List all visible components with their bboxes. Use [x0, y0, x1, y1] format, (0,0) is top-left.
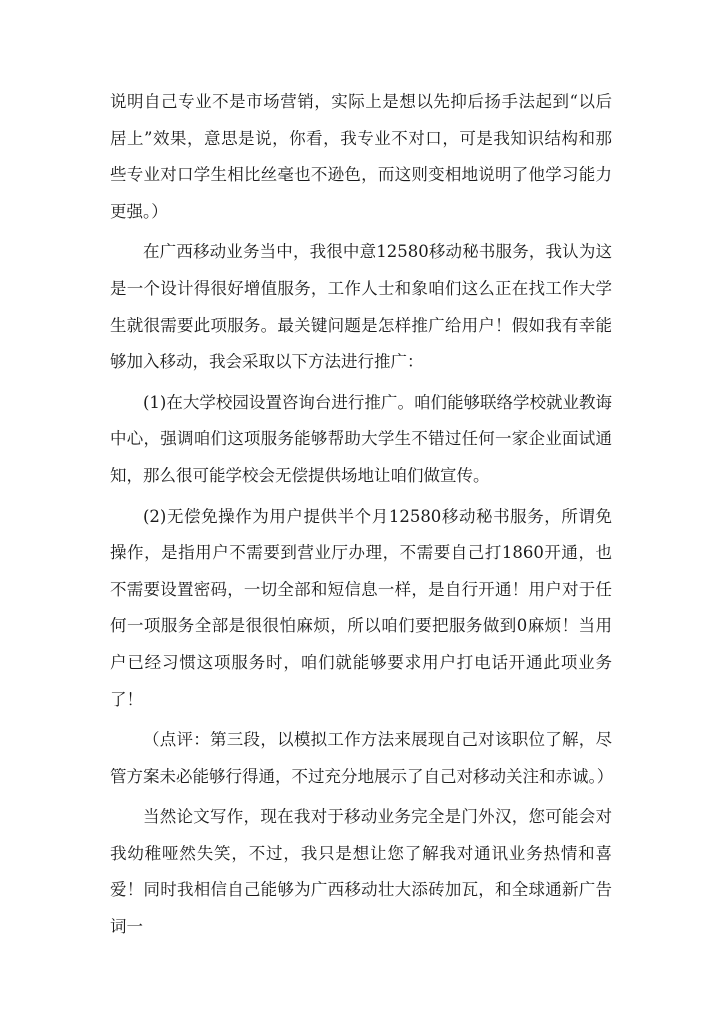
paragraph-4: (2)无偿免操作为用户提供半个月12580移动秘书服务，所谓免操作，是指用户不需要到营业厅办理，不需要自己打1860开通，也不需要设置密码，一切全部和短信息一样，是自行开通！用户对于任何一项服务全部是很很怕麻烦，所以咱们要把服务做到0麻烦！当用户已经习惯这项服务时，咱们就能够要求用户打电话开通此项业务了！ — [110, 506, 612, 709]
document-body — [110, 84, 612, 950]
paragraph-3: (1)在大学校园设置咨询台进行推广。咱们能够联络学校就业教诲中心，强调咱们这项服务能够帮助大学生不错过任何一家企业面试通知，那么很可能学校会无偿提供场地让咱们做宣传。 — [110, 392, 612, 485]
paragraph-1: 说明自己专业不是市场营销，实际上是想以先抑后扬手法起到“以后居上”效果，意思是说，你看，我专业不对口，可是我知识结构和那些专业对口学生相比丝毫也不逊色，而这则变相地说明了他学习能力更强。） — [110, 92, 612, 221]
paragraph-6: 当然论文写作，现在我对于移动业务完全是门外汉，您可能会对我幼稚哑然失笑，不过，我只是想让您了解我对通讯业务热情和喜爱！同时我相信自己能够为广西移动壮大添砖加瓦，和全球通新广告词一 — [110, 807, 612, 937]
paragraph-2: 在广西移动业务当中，我很中意12580移动秘书服务，我认为这是一个设计得很好增值服务，工作人士和象咱们这么正在找工作大学生就很需要此项服务。最关键问题是怎样推广给用户！假如我有幸能够加入移动，我会采取以下方法进行推广： — [110, 242, 612, 372]
paragraph-5: （点评：第三段，以模拟工作方法来展现自己对该职位了解，尽管方案未必能够行得通，不过充分地展示了自己对移动关注和赤诚。） — [110, 730, 614, 786]
